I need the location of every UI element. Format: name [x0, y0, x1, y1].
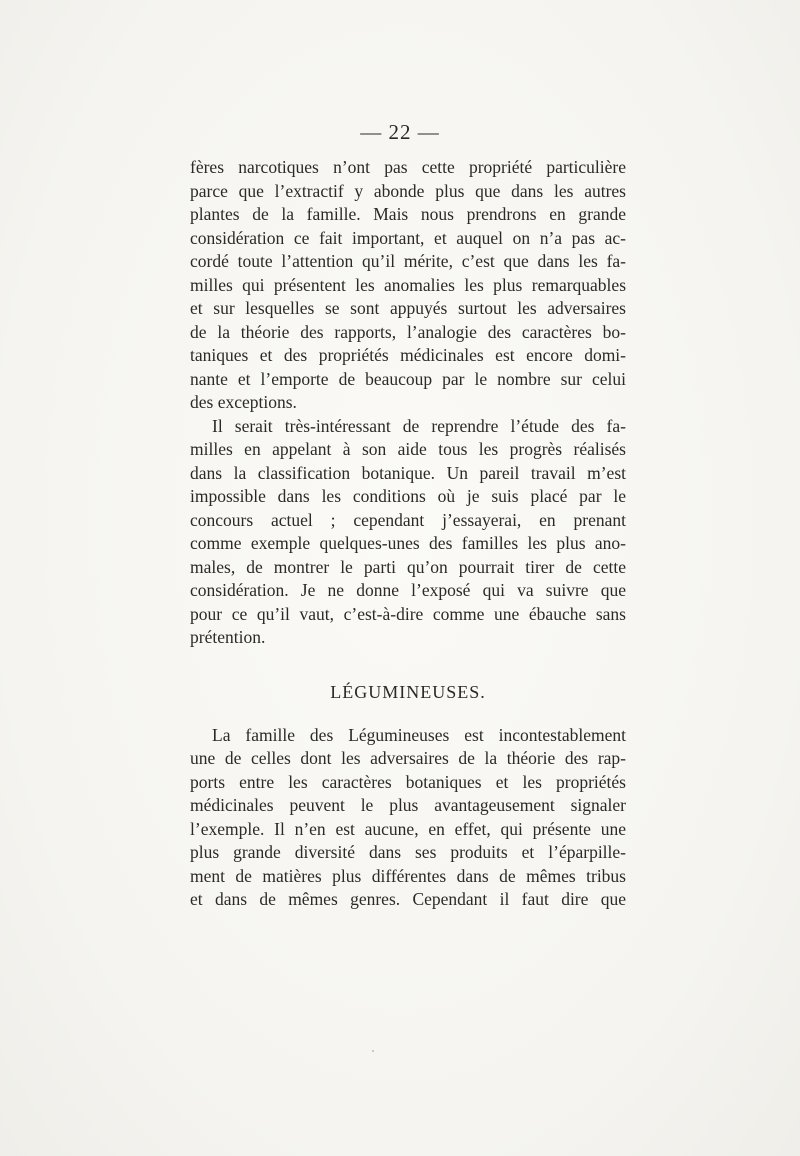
body-text	[190, 156, 626, 912]
text-line: médicinales peuvent le plus avantageusement signaler	[190, 795, 626, 815]
paragraph-1	[190, 156, 626, 415]
text-line: ment de matières plus différentes dans de mêmes tribus	[190, 865, 626, 886]
text-line: des exceptions.	[190, 392, 297, 412]
text-line: de la théorie des rapports, l’analogie des caractères bo-	[190, 321, 626, 342]
text-line: milles qui présentent les anomalies les plus remarquables	[190, 274, 626, 295]
text-line: milles en appelant à son aide tous les progrès réalisés	[190, 439, 626, 459]
text-line: males, de montrer le parti qu’on pourrait tirer de cette	[190, 556, 626, 577]
text-line: cordé toute l’attention qu’il mérite, c’est que dans les fa-	[190, 251, 626, 271]
text-line: considération ce fait important, et auquel on n’a pas ac-	[190, 227, 626, 248]
text-line: concours actuel ; cependant j’essayerai, en prenant	[190, 509, 626, 530]
text-line: plus grande diversité dans ses produits et l’éparpille-	[190, 842, 626, 862]
paragraph-2	[190, 415, 626, 650]
text-line: et dans de mêmes genres. Cependant il faut dire que	[190, 889, 626, 909]
section-heading: LÉGUMINEUSES.	[330, 681, 486, 702]
text-line: considération. Je ne donne l’exposé qui va suivre que	[190, 580, 626, 600]
text-line: impossible dans les conditions où je suis placé par le	[190, 486, 626, 506]
text-line: ports entre les caractères botaniques et les propriétés	[190, 771, 626, 792]
text-line: parce que l’extractif y abonde plus que dans les autres	[190, 180, 626, 201]
text-line: et sur lesquelles se sont appuyés surtout les adversaires	[190, 298, 626, 318]
paper-speck	[372, 1050, 374, 1052]
text-line: l’exemple. Il n’en est aucune, en effet, qui présente une	[190, 818, 626, 839]
paragraph-3	[190, 724, 626, 912]
text-line: nante et l’emporte de beaucoup par le nombre sur celui	[190, 368, 626, 389]
text-line: plantes de la famille. Mais nous prendrons en grande	[190, 204, 626, 224]
text-line: dans la classification botanique. Un pareil travail m’est	[190, 462, 626, 483]
text-line: Il serait très-intéressant de reprendre l’étude des fa-	[212, 415, 626, 436]
text-line: comme exemple quelques-unes des familles les plus ano-	[190, 533, 626, 553]
text-line: taniques et des propriétés médicinales est encore domi-	[190, 345, 626, 365]
text-line: pour ce qu’il vaut, c’est-à-dire comme une ébauche sans	[190, 603, 626, 624]
text-line: une de celles dont les adversaires de la théorie des rap-	[190, 748, 626, 768]
text-line: prétention.	[190, 627, 266, 647]
text-line: fères narcotiques n’ont pas cette propriété particulière	[190, 157, 626, 177]
text-line: La famille des Légumineuses est incontestablement	[212, 724, 626, 745]
page-number: — 22 —	[360, 120, 440, 144]
